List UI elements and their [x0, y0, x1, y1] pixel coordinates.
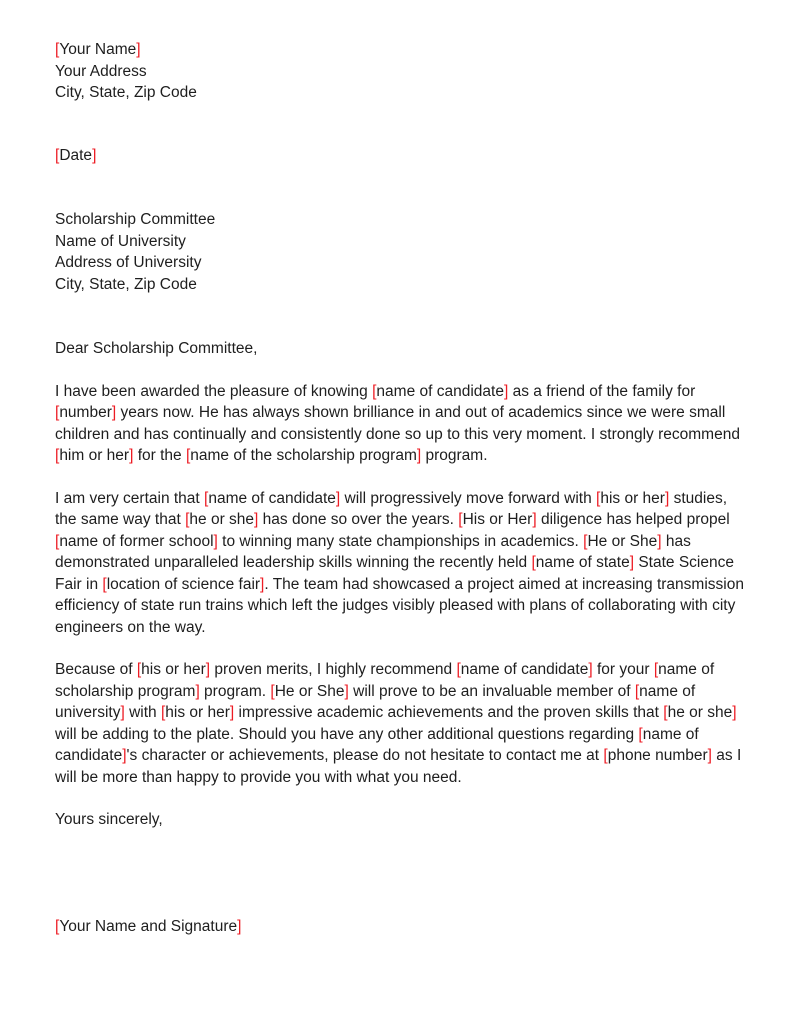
- closing-valediction: Yours sincerely,: [55, 811, 163, 828]
- placeholder-bracket: [: [136, 661, 142, 678]
- placeholder-bracket: ]: [657, 532, 662, 550]
- placeholder-bracket: [: [638, 725, 643, 743]
- placeholder-bracket: ]: [229, 704, 235, 721]
- placeholder-bracket: [: [55, 917, 60, 935]
- placeholder-bracket: [: [55, 447, 60, 464]
- recipient-address-block: [55, 209, 745, 295]
- placeholder-bracket: ]: [111, 404, 117, 421]
- body-paragraph-3: Because of [his or her] proven merits, I highly recommend [name of candidate] for your [name of scholarship program] program. [He or She] will prove to be an invaluable member of [name of university] with [his or her] impressive academic achievements and the proven skills that [he or she] will be adding to the plate. Should you have any other additional questions regarding [name of candidate]'s character or achievements, please do not hesitate to contact me at [phone number] as I will be more than happy to provide you with what you need.: [55, 661, 742, 786]
- recipient-committee: Scholarship Committee: [55, 211, 216, 228]
- sender-address-block: [55, 39, 745, 104]
- sender-address: Your Address: [55, 62, 147, 80]
- placeholder-bracket: ]: [92, 146, 97, 164]
- placeholder-bracket: ]: [120, 704, 125, 721]
- placeholder-bracket: ]: [129, 447, 134, 464]
- recipient-university-address: Address of University: [55, 254, 202, 271]
- placeholder-bracket: [: [55, 532, 60, 550]
- placeholder-bracket: [: [270, 682, 275, 700]
- recipient-university-name: Name of University: [55, 232, 186, 250]
- placeholder-bracket: ]: [335, 489, 341, 507]
- signature-line: [Your Name and Signature]: [55, 917, 242, 935]
- salutation: Dear Scholarship Committee,: [55, 340, 258, 357]
- placeholder-bracket: ]: [195, 682, 200, 700]
- placeholder-bracket: ]: [503, 382, 509, 400]
- placeholder-bracket: [: [458, 511, 463, 528]
- sender-city-state-zip: City, State, Zip Code: [55, 84, 197, 101]
- placeholder-bracket: [: [372, 382, 377, 400]
- placeholder-bracket: [: [653, 661, 659, 678]
- placeholder-bracket: ]: [344, 682, 349, 700]
- placeholder-bracket: ]: [707, 747, 712, 764]
- placeholder-bracket: [: [55, 146, 60, 164]
- placeholder-bracket: ]: [532, 511, 537, 528]
- date-line: [Date]: [55, 146, 97, 164]
- placeholder-bracket: [: [634, 682, 640, 700]
- sender-name: [Your Name]: [55, 41, 141, 58]
- placeholder-bracket: ]: [629, 554, 635, 571]
- body-paragraph-2: I am very certain that [name of candidate] will progressively move forward with [his or her] studies, the same way that [he or she] has done so over the years. [His or Her] diligence has helped propel [name of former school] to winning many state championships in academics. [He or She] has demonstrated unparalleled leadership skills winning the recently held [name of state] State Science Fair in [location of science fair]. The team had showcased a project aimed at increasing transmission efficiency of state run trains which left the judges visibly pleased with plans of collaborating with city engineers on the way.: [55, 489, 744, 636]
- placeholder-bracket: ]: [260, 575, 265, 593]
- placeholder-bracket: ]: [122, 747, 127, 764]
- placeholder-bracket: [: [596, 489, 601, 507]
- placeholder-bracket: [: [55, 404, 60, 421]
- placeholder-bracket: [: [185, 511, 190, 528]
- placeholder-bracket: [: [456, 661, 461, 678]
- placeholder-bracket: ]: [664, 489, 670, 507]
- placeholder-bracket: [: [663, 704, 668, 721]
- placeholder-bracket: [: [160, 704, 166, 721]
- placeholder-bracket: ]: [205, 661, 211, 678]
- placeholder-bracket: [: [531, 554, 536, 571]
- placeholder-bracket: ]: [732, 704, 737, 721]
- placeholder-bracket: ]: [254, 511, 259, 528]
- placeholder-bracket: ]: [136, 41, 141, 58]
- placeholder-bracket: [: [55, 41, 60, 58]
- recipient-city-state-zip: City, State, Zip Code: [55, 275, 197, 293]
- placeholder-bracket: [: [185, 447, 191, 464]
- placeholder-bracket: [: [102, 575, 107, 593]
- body-paragraph-1: I have been awarded the pleasure of knowing [name of candidate] as a friend of the family for [number] years now. He has always shown brilliance in and out of academics since we were small children and has continually and consistently done so up to this very moment. I strongly recommend [him or her] for the [name of the scholarship program] program.: [55, 382, 740, 464]
- placeholder-bracket: ]: [416, 447, 422, 464]
- placeholder-bracket: [: [603, 747, 608, 764]
- placeholder-bracket: [: [583, 532, 588, 550]
- placeholder-bracket: ]: [237, 917, 242, 935]
- placeholder-bracket: ]: [213, 532, 218, 550]
- placeholder-bracket: [: [204, 489, 209, 507]
- placeholder-bracket: ]: [588, 661, 593, 678]
